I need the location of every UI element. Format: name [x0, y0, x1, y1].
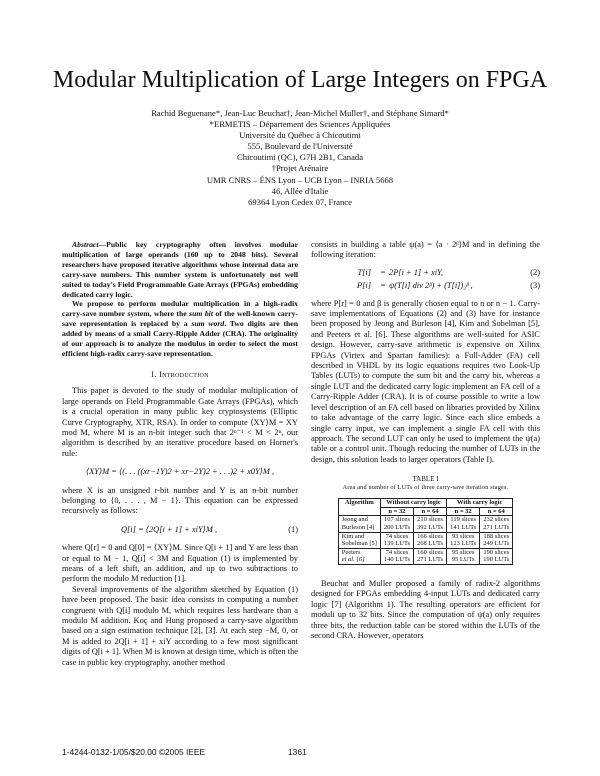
body-paragraph: Several improvements of the algorithm sketched by Equation (1) have been proposed. The basic idea consists in computing a number congruent with Q[i] modulo M, which requires less hardware than a modulo M addition. Koç and Hung proposed a carry-save algorithm based on a sign estimation technique [2], [3]. At each step −M, 0, or M is added to 2Q[i + 1] + xiY according to a few most significant digits of Q[i + 1]. When M is known at design time, which is often the case in public key cryptography, another method [62, 584, 299, 667]
equation-body: ⟨XY⟩M = ⟨(. . . ((xr−1Y)2 + xr−2Y)2 + . . .)2 + x0Y⟩M , [85, 467, 275, 477]
table-subtitle: Area and number of LUTs of three carry-save iteration stages. [342, 484, 509, 492]
header-algorithm: Algorithm [338, 499, 380, 516]
header-n32: n = 32 [447, 507, 480, 516]
table-cell: 74 slices 140 LUTs [380, 548, 413, 564]
body-paragraph: Beuchat and Muller proposed a family of radix-2 algorithms designed for FPGAs embedding 4-input LUTs and dedicated carry logic [7] (Algorithm 1). The resulting operators are efficient for moduli up to 32 bits. Since the computation of ψ(a) only requires three bits, the reduction table can be stored within the LUTs of the second CRA. However, operators [311, 578, 540, 640]
body-paragraph: consists in building a table ψ(a) = ⟨a · 2ᵝ⟩M and in defining the following iteration: [311, 240, 540, 260]
footer-isbn: 1-4244-0132-1/05/$20.00 ©2005 IEEE [62, 747, 206, 757]
affiliation-line: 555, Boulevard de l'Université [247, 141, 353, 152]
table-cell: Kim and Sobelman [5] [338, 532, 380, 548]
table-cell: 119 slices 141 LUTs [447, 516, 480, 532]
table-cell: 210 slices 392 LUTs [414, 516, 447, 532]
equation-number: (2) [530, 267, 540, 277]
right-column [311, 240, 540, 641]
table-cell: 190 slices 190 LUTs [480, 548, 513, 564]
abstract [62, 240, 298, 359]
table-row [338, 548, 513, 564]
table-cell: 74 slices 139 LUTs [380, 532, 413, 548]
header-n32: n = 32 [380, 507, 413, 516]
author-names: Rachid Beguenane*, Jean-Luc Beuchat†, Jean-Michel Muller†, and Stéphane Simard* [151, 108, 449, 118]
table-cell: 95 slices 95 LUTs [447, 548, 480, 564]
affiliation-line: 46, Allée d'Italie [271, 185, 329, 196]
equation-number: (1) [288, 524, 298, 534]
table-row [338, 532, 513, 548]
abstract-paragraph: Public key cryptography often involves modular multiplication of large operands (160 up to 2048 bits). Several researchers have proposed iterative algorithms whose internal data are carry-save numbers. This number system is unfortunately not well suited to today's Field Programmable Gate Arrays (FPGAs) embedding dedicated carry logic. [62, 240, 298, 299]
equation-lhs: P[i] [357, 281, 371, 291]
equation-lhs: T[i] [357, 267, 371, 277]
header-n64: n = 64 [480, 507, 513, 516]
equation-number: (3) [530, 281, 540, 291]
body-paragraph: where Q[r] = 0 and Q[0] = ⟨XY⟩M. Since Q[i + 1] and Y are less than or equal to M − 1, Q[i] < 3M and Equation (1) is implemented by means of a left shift, an addition, and up to two subtractions to perform the modulo M reduction [1]. [62, 543, 298, 584]
section-heading: I. Introduction [151, 369, 209, 379]
page-number: 1361 [288, 747, 307, 757]
abstract-term: sum word [191, 319, 225, 329]
paper-title: Modular Multiplication of Large Integers on FPGA [52, 67, 548, 93]
affiliation-line: †Projet Arénaire [271, 163, 329, 174]
affiliation-line: Université du Québec à Chicoutimi [239, 130, 361, 141]
equation-1 [62, 525, 298, 535]
affiliation-line: UMR CNRS – ÉNS Lyon – UCB Lyon – INRIA 5668 [206, 174, 394, 185]
header-with-carry: With carry logic [447, 499, 513, 508]
affiliation-line: *ERMETIS – Département des Sciences Appliquées [209, 119, 391, 130]
table-caption: TABLE I [412, 475, 439, 484]
table-cell: 188 slices 249 LUTs [480, 532, 513, 548]
header-without-carry: Without carry logic [380, 499, 446, 508]
abstract-label: Abstract— [72, 240, 107, 249]
abstract-text: . Two digits are then added by means of a small Carry-Ripple Adder (CRA). The originality of our approach is to analyze the modulus in order to select the most efficient high-radix carry-save representation. [62, 319, 298, 358]
abstract-text: of the well-known carry-save representation is replaced by a [62, 309, 298, 329]
table-header-row [338, 499, 513, 508]
equation-2: T[i] = 2P[i + 1] + xiY, (2) [311, 268, 540, 278]
table-cell: 166 slices 268 LUTs [414, 532, 447, 548]
equation-block [311, 268, 540, 292]
author-block [60, 108, 540, 208]
abstract-text: We propose to perform modular multiplication in a high-radix carry-save number system, where the [62, 299, 298, 319]
table-cell: Jeong and Burleson [4] [338, 516, 380, 532]
equation-rhs: ψ(T[i] div 2ᵝ) + (T[i])₂ᵝ , [389, 281, 473, 291]
header-n64: n = 64 [414, 507, 447, 516]
equation-rhs: 2P[i + 1] + xiY, [389, 267, 444, 277]
table-cell: 93 slices 123 LUTs [447, 532, 480, 548]
equation-body: Q[i] = ⟨2Q[i + 1] + xiY⟩M , [120, 524, 218, 534]
table-cell: 160 slices 271 LUTs [414, 548, 447, 564]
equation-horner [62, 467, 298, 477]
table-cell: 107 slices 200 LUTs [380, 516, 413, 532]
equation-3: P[i] = ψ(T[i] div 2ᵝ) + (T[i])₂ᵝ , (3) [311, 281, 540, 291]
body-paragraph: where X is an unsigned r-bit number and Y is an n-bit number belonging to {0, . . . , M − 1}. This equation can be expressed recursively as follows: [62, 485, 298, 516]
body-paragraph: This paper is devoted to the study of modular multiplication of large operands on Field Programmable Gate Arrays (FPGAs), which is a crucial operation in many public key cryptosystems (Elliptic Curve Cryptography, XTR, RSA). In order to compute ⟨XY⟩M = XY mod M, where M is an n-bit integer such that 2ⁿ⁻¹ < M < 2ⁿ, our algorithm is described by an iterative procedure based on Horner's rule: [62, 386, 298, 458]
affiliation-line: 69364 Lyon Cedex 07, France [248, 196, 352, 207]
abstract-term: sum bit [189, 309, 213, 319]
results-table [338, 498, 514, 565]
left-column [62, 240, 298, 668]
table-cell: Peeters et al. [6] [338, 548, 380, 564]
table-cell: 232 slices 271 LUTs [480, 516, 513, 532]
affiliation-line: Chicoutimi (QC), G7H 2B1, Canada [236, 152, 364, 163]
body-paragraph: where P[r] = 0 and β is generally chosen equal to n or n − 1. Carry-save implementations of Equations (2) and (3) have for instance been proposed by Jeong and Burleson [4], Kim and Sobelman [5], and Peeters et al. [6]. These algorithms are well-suited for ASIC design. However, carry-save arithmetic is expensive on Xilinx FPGAs (Virtex and Spartan families): a Full-Adder (FA) cell described in VHDL by its logic equations requires two Look-Up Tables (LUTs) to compute the sum bit and the carry bit, whereas a single LUT and the dedicated carry logic implement an FA cell of a Carry-Ripple Adder (CRA). It is of course possible to write a low level description of an FA cell based on libraries provided by Xilinx to take advantage of the carry logic. Since each slice embeds a single carry input, we can implement a single FA cell with this approach. The second LUT can only be used to implement the ψ(a) table or a control unit. Though reducing the number of LUTs in the design, this solution leads to larger operators (Table I). [311, 298, 540, 464]
table-row [338, 516, 513, 532]
